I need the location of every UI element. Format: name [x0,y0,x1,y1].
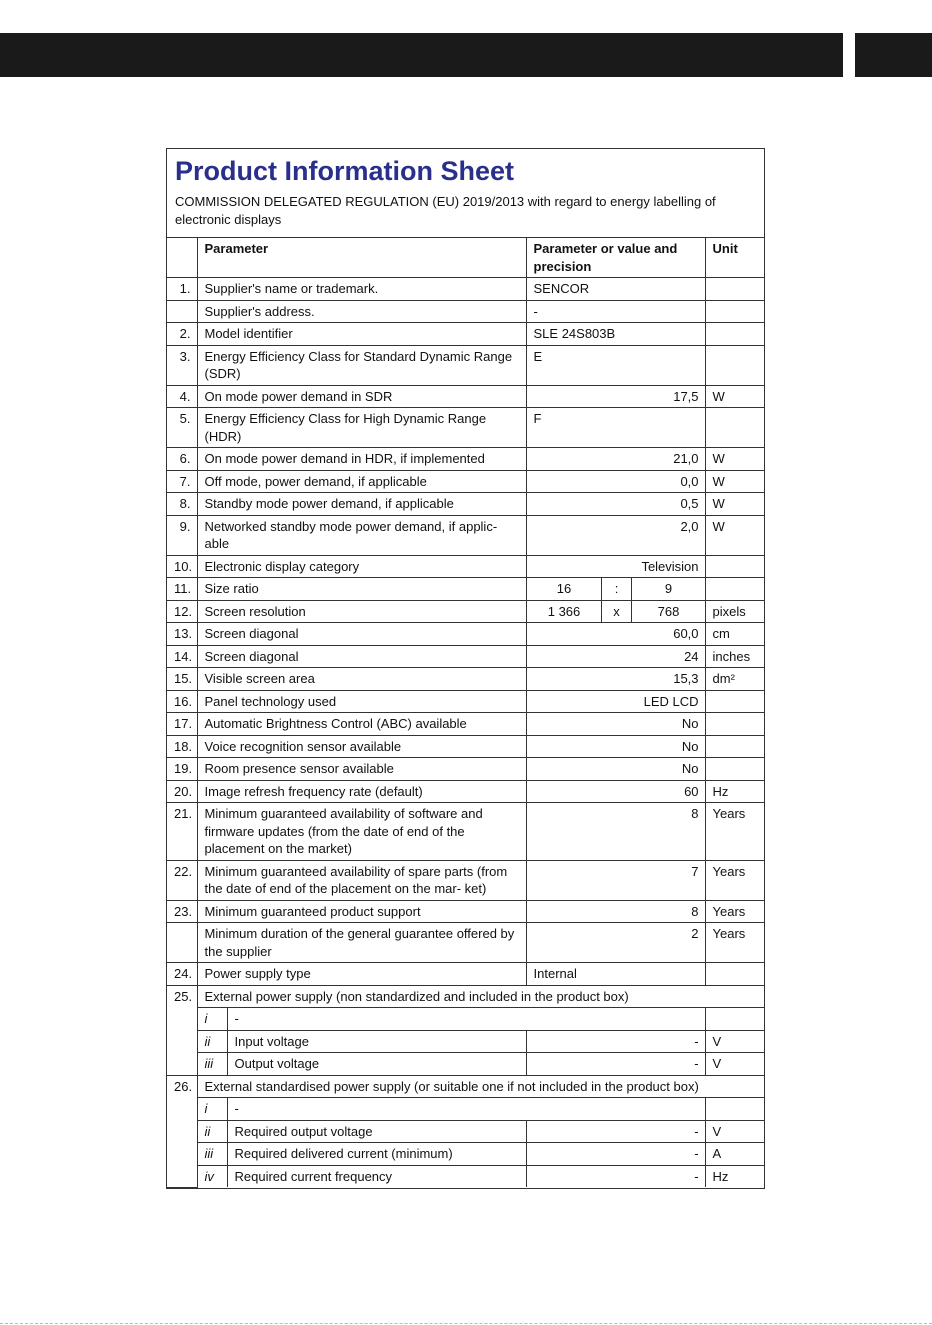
row-parameter: Model identifier [197,323,526,346]
row-parameter: Supplier's name or trademark. [197,278,526,301]
sub-row-unit: V [705,1053,764,1076]
sub-row-index: i [197,1098,227,1121]
sub-row-unit: A [705,1143,764,1166]
row-value: 17,5 [526,385,705,408]
table-row [167,735,764,758]
section-title: External power supply (non standardized and included in the product box) [197,985,764,1008]
sub-row-index: ii [197,1120,227,1143]
table-row [167,323,764,346]
row-value: 0,0 [526,470,705,493]
row-value: 60 [526,780,705,803]
row-unit: pixels [705,600,764,623]
header-value: Parameter or value and precision [526,238,705,278]
row-unit [705,713,764,736]
row-number: 3. [167,345,197,385]
row-value: 7 [526,860,705,900]
sub-row [167,1030,764,1053]
table-row [167,278,764,301]
regulation-subtitle: COMMISSION DELEGATED REGULATION (EU) 2019/2013 with regard to energy labelling of electronic displays [175,194,716,227]
row-parameter: Automatic Brightness Control (ABC) available [197,713,526,736]
row-parameter: Image refresh frequency rate (default) [197,780,526,803]
page-title: Product Information Sheet [175,156,515,186]
row-unit [705,690,764,713]
sub-row [167,1098,764,1121]
row-value-separator: : [601,578,631,601]
sub-row-index: iii [197,1053,227,1076]
row-parameter: Screen diagonal [197,623,526,646]
row-parameter: Room presence sensor available [197,758,526,781]
sub-row-index: iv [197,1165,227,1187]
table-row [167,345,764,385]
row-number: 1. [167,278,197,301]
row-parameter: Minimum guaranteed availability of software and firmware updates (from the date of end of the placement on the market) [197,803,526,861]
row-value: 0,5 [526,493,705,516]
header-parameter: Parameter [197,238,526,278]
row-number: 13. [167,623,197,646]
product-information-sheet [166,148,765,1189]
row-parameter: Standby mode power demand, if applicable [197,493,526,516]
row-number: 18. [167,735,197,758]
sub-row-index: i [197,1008,227,1031]
row-unit [705,278,764,301]
sub-row-value: - [526,1120,705,1143]
row-number: 15. [167,668,197,691]
table-row [167,860,764,900]
row-number: 12. [167,600,197,623]
row-parameter: On mode power demand in SDR [197,385,526,408]
row-unit [705,735,764,758]
row-unit [705,408,764,448]
table-row [167,923,764,963]
table-row [167,623,764,646]
table-row [167,668,764,691]
row-value: 8 [526,900,705,923]
sub-row-index: iii [197,1143,227,1166]
row-unit [705,323,764,346]
row-unit [705,758,764,781]
table-row [167,803,764,861]
row-value: 2,0 [526,515,705,555]
table-row [167,1075,764,1098]
sub-row-index: ii [197,1030,227,1053]
row-unit: Hz [705,780,764,803]
row-value: No [526,735,705,758]
row-parameter: Minimum guaranteed availability of spare parts (from the date of end of the placement on the mar- ket) [197,860,526,900]
sub-row-unit [705,1008,764,1031]
table-row [167,758,764,781]
row-unit: Years [705,803,764,861]
row-number: 6. [167,448,197,471]
table-row [167,780,764,803]
row-parameter: Power supply type [197,963,526,986]
row-value: 15,3 [526,668,705,691]
row-parameter: Screen resolution [197,600,526,623]
table-row [167,300,764,323]
row-value: SENCOR [526,278,705,301]
row-value: No [526,713,705,736]
row-number: 26. [167,1075,197,1187]
row-value: 8 [526,803,705,861]
row-parameter: On mode power demand in HDR, if implemented [197,448,526,471]
table-row [167,555,764,578]
table-row [167,515,764,555]
row-value: LED LCD [526,690,705,713]
row-parameter: Panel technology used [197,690,526,713]
sub-row-unit: Hz [705,1165,764,1187]
row-unit: W [705,448,764,471]
table-row [167,408,764,448]
row-parameter: Energy Efficiency Class for Standard Dynamic Range (SDR) [197,345,526,385]
row-value: E [526,345,705,385]
table-row [167,963,764,986]
table-row [167,578,764,601]
sub-row [167,1053,764,1076]
row-number: 21. [167,803,197,861]
row-unit: Years [705,900,764,923]
sub-row-label: Required delivered current (minimum) [227,1143,526,1166]
row-unit: inches [705,645,764,668]
row-parameter: Voice recognition sensor available [197,735,526,758]
row-number [167,923,197,963]
row-value: - [526,300,705,323]
sub-row-label: Required output voltage [227,1120,526,1143]
row-number: 16. [167,690,197,713]
row-value: F [526,408,705,448]
row-parameter: Electronic display category [197,555,526,578]
sub-row [167,1008,764,1031]
row-parameter: Supplier's address. [197,300,526,323]
sub-row-value: - [526,1143,705,1166]
row-number: 19. [167,758,197,781]
row-value: 24 [526,645,705,668]
sub-row-unit: V [705,1120,764,1143]
row-parameter: Off mode, power demand, if applicable [197,470,526,493]
table-row [167,985,764,1008]
row-parameter: Networked standby mode power demand, if applic- able [197,515,526,555]
row-number: 5. [167,408,197,448]
section-title: External standardised power supply (or suitable one if not included in the product box) [197,1075,764,1098]
row-unit [705,578,764,601]
row-value: 2 [526,923,705,963]
table-row [167,448,764,471]
sub-row-label: - [227,1008,705,1031]
table-row [167,600,764,623]
row-value: 21,0 [526,448,705,471]
table-header-row [167,238,764,278]
row-number: 17. [167,713,197,736]
row-value: SLE 24S803B [526,323,705,346]
row-unit: Years [705,923,764,963]
row-number: 2. [167,323,197,346]
row-unit [705,345,764,385]
sub-row [167,1165,764,1187]
row-value-separator: x [601,600,631,623]
row-parameter: Energy Efficiency Class for High Dynamic Range (HDR) [197,408,526,448]
row-unit [705,555,764,578]
table-row [167,470,764,493]
table-row [167,900,764,923]
table-row [167,493,764,516]
table-row [167,385,764,408]
row-parameter: Screen diagonal [197,645,526,668]
sub-row [167,1120,764,1143]
table-row [167,645,764,668]
row-value: Television [526,555,705,578]
row-parameter: Visible screen area [197,668,526,691]
sub-row-label: Output voltage [227,1053,526,1076]
row-number: 8. [167,493,197,516]
row-number: 11. [167,578,197,601]
row-number: 14. [167,645,197,668]
sub-row-value: - [526,1030,705,1053]
row-number: 25. [167,985,197,1075]
sub-row-value: - [526,1053,705,1076]
row-unit [705,300,764,323]
row-number: 22. [167,860,197,900]
row-number [167,300,197,323]
row-value-first: 16 [526,578,601,601]
header-bar [0,33,843,77]
row-number: 20. [167,780,197,803]
row-number: 24. [167,963,197,986]
row-value-second: 768 [631,600,705,623]
sub-row-label: Input voltage [227,1030,526,1053]
row-number: 9. [167,515,197,555]
sub-row-unit: V [705,1030,764,1053]
row-parameter: Minimum duration of the general guarantee offered by the supplier [197,923,526,963]
header-number [167,238,197,278]
row-unit: W [705,493,764,516]
row-number: 23. [167,900,197,923]
row-parameter: Size ratio [197,578,526,601]
header-unit: Unit [705,238,764,278]
row-number: 10. [167,555,197,578]
row-number: 7. [167,470,197,493]
row-parameter: Minimum guaranteed product support [197,900,526,923]
table-row [167,713,764,736]
parameters-table [167,238,764,1188]
row-value: 60,0 [526,623,705,646]
row-value: No [526,758,705,781]
sub-row-unit [705,1098,764,1121]
table-row [167,690,764,713]
row-unit: W [705,515,764,555]
sheet-header [167,149,764,238]
row-number: 4. [167,385,197,408]
row-value-second: 9 [631,578,705,601]
row-value: Internal [526,963,705,986]
row-unit: dm² [705,668,764,691]
row-value-first: 1 366 [526,600,601,623]
sub-row-label: - [227,1098,705,1121]
sub-row [167,1143,764,1166]
row-unit: cm [705,623,764,646]
row-unit: Years [705,860,764,900]
sub-row-value: - [526,1165,705,1187]
header-bar-tab [855,33,932,77]
row-unit [705,963,764,986]
sub-row-label: Required current frequency [227,1165,526,1187]
row-unit: W [705,385,764,408]
page-footer-line [0,1323,932,1324]
row-unit: W [705,470,764,493]
